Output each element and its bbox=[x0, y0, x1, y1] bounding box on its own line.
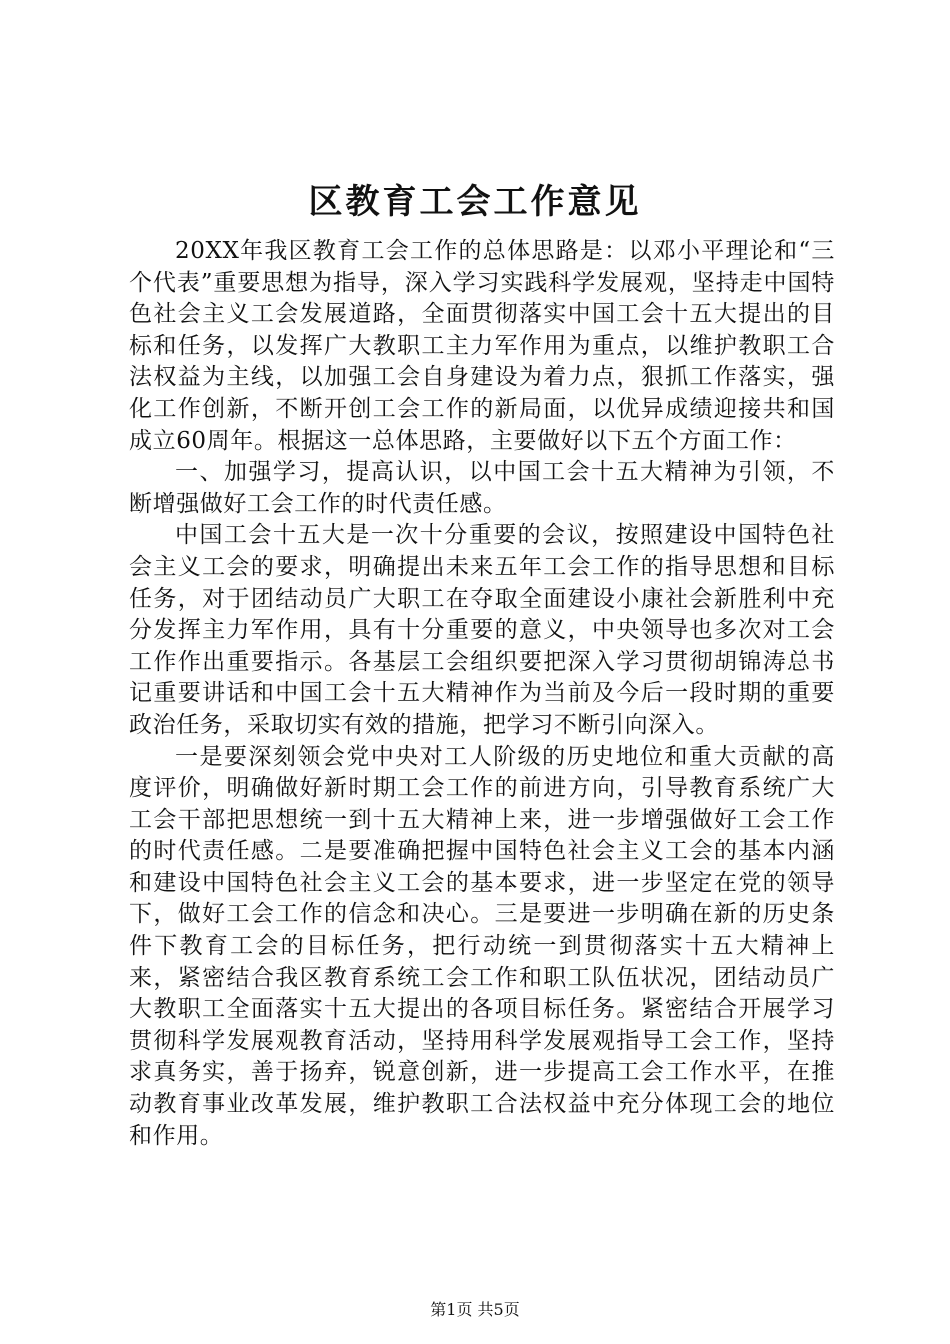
paragraph-overall-approach: 20XX年我区教育工会工作的总体思路是：以邓小平理论和“三个代表”重要思想为指导，深入学习实践科学发展观，坚持走中国特色社会主义工会发展道路，全面贯彻落实中国工会十五大提出的目标和任务，以发挥广大教职工主力军作用为重点，以维护教职工合法权益为主线，以加强工会自身建设为着力点，狠抓工作落实，强化工作创新，不断开创工会工作的新局面，以优异成绩迎接共和国成立60周年。根据这一总体思路，主要做好以下五个方面工作： bbox=[129, 238, 835, 454]
paragraph-section-one-heading: 一、加强学习，提高认识，以中国工会十五大精神为引领，不断增强做好工会工作的时代责任感。 bbox=[129, 459, 835, 517]
paragraph-study-requirements: 一是要深刻领会党中央对工人阶级的历史地位和重大贡献的高度评价，明确做好新时期工会工作的前进方向，引导教育系统广大工会干部把思想统一到十五大精神上来，进一步增强做好工会工作的时代责任感。二是要准确把握中国特色社会主义工会的基本内涵和建设中国特色社会主义工会的基本要求，进一步坚定在党的领导下，做好工会工作的信念和决心。三是要进一步明确在新的历史条件下教育工会的目标任务，把行动统一到贯彻落实十五大精神上来，紧密结合我区教育系统工会工作和职工队伍状况，团结动员广大教职工全面落实十五大提出的各项目标任务。紧密结合开展学习贯彻科学发展观教育活动，坚持用科学发展观指导工会工作，坚持求真务实，善于扬弃，锐意创新，进一步提高工会工作水平，在推动教育事业改革发展，维护教职工合法权益中充分体现工会的地位和作用。 bbox=[129, 743, 835, 1149]
document-title: 区教育工会工作意见 bbox=[308, 182, 642, 222]
page-footer bbox=[0, 1300, 950, 1320]
paragraph-congress-significance: 中国工会十五大是一次十分重要的会议，按照建设中国特色社会主义工会的要求，明确提出未来五年工会工作的指导思想和目标任务，对于团结动员广大职工在夺取全面建设小康社会新胜利中充分发挥主力军作用，具有十分重要的意义，中央领导也多次对工会工作作出重要指示。各基层工会组织要把深入学习贯彻胡锦涛总书记重要讲话和中国工会十五大精神作为当前及今后一段时期的重要政治任务，采取切实有效的措施，把学习不断引向深入。 bbox=[129, 522, 835, 738]
page-number-label: 第1页 共5页 bbox=[430, 1300, 520, 1319]
document-body bbox=[129, 236, 835, 1152]
